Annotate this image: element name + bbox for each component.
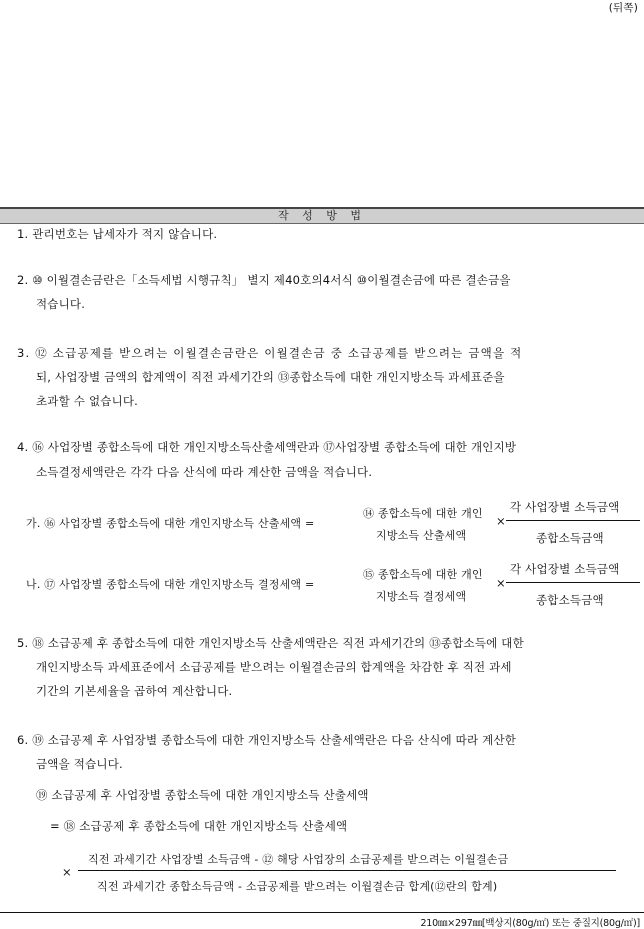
formula-na-times: × (496, 576, 506, 590)
instruction-item-1: 1. 관리번호는 납세자가 적지 않습니다. (17, 227, 218, 241)
formula-6-fraction-denominator: 직전 과세기간 종합소득금액 - 소급공제를 받으려는 이월결손금 합계(⑫란의 합계) (97, 880, 498, 893)
formula-ga-term-line-1: ⑭ 종합소득에 대한 개인 (363, 507, 483, 520)
formula-6-fraction-line (78, 870, 616, 871)
formula-ga-fraction-line (506, 520, 640, 521)
formula-na-fraction-numerator: 각 사업장별 소득금액 (510, 562, 620, 576)
instruction-item-3-line-3: 초과할 수 없습니다. (36, 394, 139, 408)
formula-na-fraction-denominator: 종합소득금액 (536, 593, 604, 607)
section-header-bar (0, 207, 644, 224)
instruction-item-3-line-1: 3. ⑫ 소급공제를 받으려는 이월결손금란은 이월결손금 중 소급공제를 받으려는 금액을 적 (17, 346, 523, 360)
instruction-item-5-line-1: 5. ⑱ 소급공제 후 종합소득에 대한 개인지방소득 산출세액란은 직전 과세기간의 ⑬종합소득에 대한 (17, 636, 524, 650)
formula-6-times: × (62, 865, 72, 879)
section-title: 작 성 방 법 (278, 209, 366, 222)
instruction-item-4-line-1: 4. ⑯ 사업장별 종합소득에 대한 개인지방소득산출세액란과 ⑰사업장별 종합소득에 대한 개인지방 (17, 440, 517, 454)
page-side-note: (뒤쪽) (608, 2, 638, 14)
bottom-rule (0, 912, 644, 913)
formula-na-term-line-2: 지방소득 결정세액 (376, 590, 467, 603)
instruction-item-6-line-2: 금액을 적습니다. (36, 757, 123, 771)
instruction-item-4-line-2: 소득결정세액란은 각각 다음 산식에 따라 계산한 금액을 적습니다. (36, 465, 373, 479)
instruction-item-6-line-1: 6. ⑲ 소급공제 후 사업장별 종합소득에 대한 개인지방소득 산출세액란은 다음 산식에 따라 계산한 (17, 733, 517, 747)
instruction-item-5-line-2: 개인지방소득 과세표준에서 소급공제를 받으려는 이월결손금의 합계액을 차감한 후 직전 과세 (36, 660, 512, 674)
formula-ga-label: 가. ⑯ 사업장별 종합소득에 대한 개인지방소득 산출세액 = (26, 517, 315, 530)
formula-ga-times: × (496, 514, 506, 528)
instruction-item-5-line-3: 기간의 기본세율을 곱하여 계산합니다. (36, 684, 233, 698)
instruction-item-3-line-2: 되, 사업장별 금액의 합계액이 직전 과세기간의 ⑬종합소득에 대한 개인지방소득 과세표준을 (36, 370, 505, 384)
instruction-item-2-line-1: 2. ⑩ 이월결손금란은「소득세법 시행규칙」 별지 제40호의4서식 ⑩이월결손금에 따른 결손금을 (17, 273, 511, 287)
instruction-item-6-line-3: ⑲ 소급공제 후 사업장별 종합소득에 대한 개인지방소득 산출세액 (36, 788, 369, 802)
instruction-item-6-line-4: = ⑱ 소급공제 후 종합소득에 대한 개인지방소득 산출세액 (50, 819, 348, 833)
paper-size-footer: 210㎜×297㎜[백상지(80g/㎡) 또는 중질지(80g/㎡)] (420, 918, 640, 929)
formula-ga-fraction-denominator: 종합소득금액 (536, 531, 604, 545)
formula-na-fraction-line (506, 582, 640, 583)
formula-6-fraction-numerator: 직전 과세기간 사업장별 소득금액 - ⑫ 해당 사업장의 소급공제를 받으려는 이월결손금 (88, 853, 509, 866)
formula-ga-fraction-numerator: 각 사업장별 소득금액 (510, 500, 620, 514)
formula-ga-term-line-2: 지방소득 산출세액 (376, 529, 467, 542)
instruction-item-2-line-2: 적습니다. (36, 297, 86, 311)
formula-na-term-line-1: ⑮ 종합소득에 대한 개인 (363, 568, 483, 581)
formula-na-label: 나. ⑰ 사업장별 종합소득에 대한 개인지방소득 결정세액 = (26, 578, 315, 591)
